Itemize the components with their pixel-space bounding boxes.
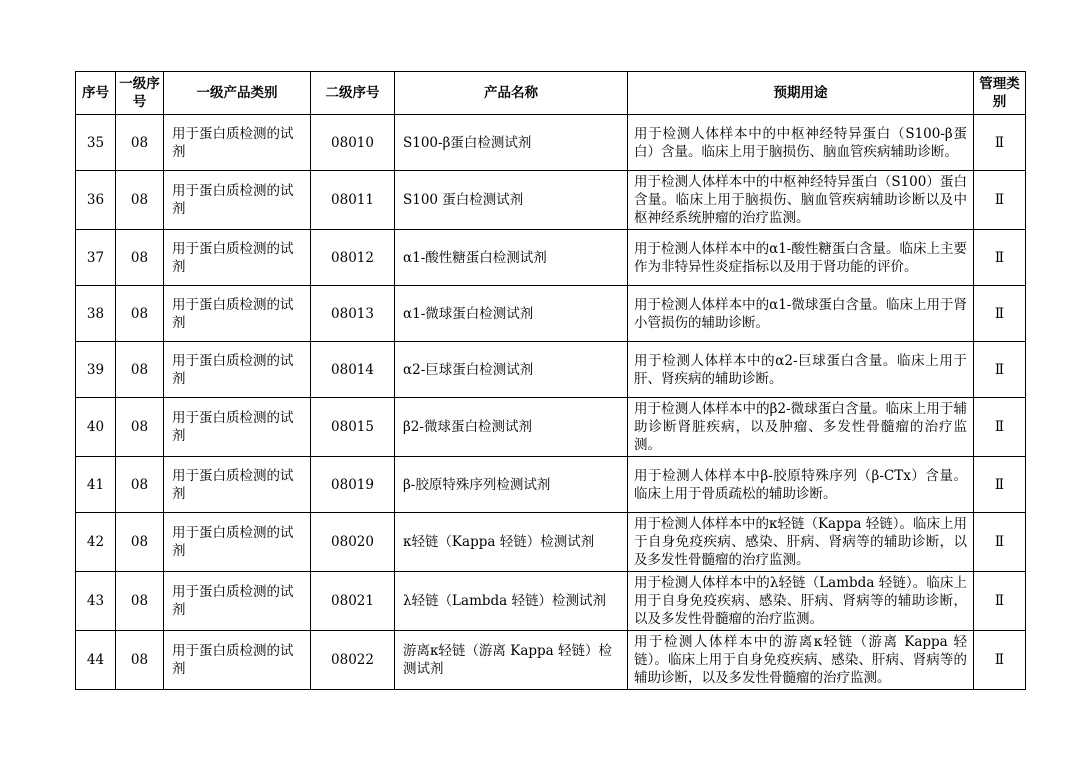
cell-product-name: β2-微球蛋白检测试剂 — [395, 398, 628, 457]
cell-level1-category: 用于蛋白质检测的试剂 — [164, 398, 311, 457]
cell-product-name: S100 蛋白检测试剂 — [395, 171, 628, 230]
cell-intended-use: 用于检测人体样本中的α1-酸性糖蛋白含量。临床上主要作为非特异性炎症指标以及用于肾功能的评价。 — [628, 230, 974, 286]
cell-level1-no: 08 — [116, 457, 164, 513]
cell-seq: 35 — [76, 115, 116, 171]
cell-level1-no: 08 — [116, 631, 164, 690]
cell-level1-no: 08 — [116, 286, 164, 342]
cell-intended-use: 用于检测人体样本中的中枢神经特异蛋白（S100）蛋白含量。临床上用于脑损伤、脑血管疾病辅助诊断以及中枢神经系统肿瘤的治疗监测。 — [628, 171, 974, 230]
col-header-level1-category: 一级产品类别 — [164, 72, 311, 115]
cell-level1-no: 08 — [116, 572, 164, 631]
cell-product-name: α1-酸性糖蛋白检测试剂 — [395, 230, 628, 286]
cell-level1-no: 08 — [116, 398, 164, 457]
cell-intended-use: 用于检测人体样本中的κ轻链（Kappa 轻链）。临床上用于自身免疫疾病、感染、肝病、肾病等的辅助诊断，以及多发性骨髓瘤的治疗监测。 — [628, 513, 974, 572]
cell-product-name: κ轻链（Kappa 轻链）检测试剂 — [395, 513, 628, 572]
table-row — [76, 398, 1026, 457]
table-row — [76, 286, 1026, 342]
col-header-level1-no: 一级序号 — [116, 72, 164, 115]
cell-level1-no: 08 — [116, 513, 164, 572]
cell-mgmt-class: Ⅱ — [974, 171, 1026, 230]
cell-level2-no: 08015 — [311, 398, 395, 457]
table-row — [76, 230, 1026, 286]
cell-level1-category: 用于蛋白质检测的试剂 — [164, 230, 311, 286]
cell-intended-use: 用于检测人体样本中的α2-巨球蛋白含量。临床上用于肝、肾疾病的辅助诊断。 — [628, 342, 974, 398]
table-row — [76, 631, 1026, 690]
cell-mgmt-class: Ⅱ — [974, 572, 1026, 631]
cell-level1-no: 08 — [116, 342, 164, 398]
cell-level2-no: 08021 — [311, 572, 395, 631]
cell-level1-no: 08 — [116, 115, 164, 171]
col-header-level2-no: 二级序号 — [311, 72, 395, 115]
cell-level2-no: 08011 — [311, 171, 395, 230]
table-row — [76, 572, 1026, 631]
col-header-intended-use: 预期用途 — [628, 72, 974, 115]
cell-level1-category: 用于蛋白质检测的试剂 — [164, 631, 311, 690]
cell-seq: 44 — [76, 631, 116, 690]
table-row — [76, 457, 1026, 513]
cell-mgmt-class: Ⅱ — [974, 457, 1026, 513]
cell-intended-use: 用于检测人体样本中的中枢神经特异蛋白（S100-β蛋白）含量。临床上用于脑损伤、脑血管疾病辅助诊断。 — [628, 115, 974, 171]
cell-level2-no: 08010 — [311, 115, 395, 171]
cell-seq: 41 — [76, 457, 116, 513]
cell-product-name: β-胶原特殊序列检测试剂 — [395, 457, 628, 513]
cell-product-name: λ轻链（Lambda 轻链）检测试剂 — [395, 572, 628, 631]
cell-product-name: S100-β蛋白检测试剂 — [395, 115, 628, 171]
cell-level1-category: 用于蛋白质检测的试剂 — [164, 572, 311, 631]
cell-seq: 36 — [76, 171, 116, 230]
cell-level1-category: 用于蛋白质检测的试剂 — [164, 171, 311, 230]
table-row — [76, 171, 1026, 230]
cell-mgmt-class: Ⅱ — [974, 230, 1026, 286]
cell-intended-use: 用于检测人体样本中的游离κ轻链（游离 Kappa 轻链）。临床上用于自身免疫疾病、感染、肝病、肾病等的辅助诊断，以及多发性骨髓瘤的治疗监测。 — [628, 631, 974, 690]
cell-mgmt-class: Ⅱ — [974, 115, 1026, 171]
cell-product-name: α1-微球蛋白检测试剂 — [395, 286, 628, 342]
cell-mgmt-class: Ⅱ — [974, 513, 1026, 572]
col-header-product-name: 产品名称 — [395, 72, 628, 115]
cell-mgmt-class: Ⅱ — [974, 286, 1026, 342]
cell-intended-use: 用于检测人体样本中的λ轻链（Lambda 轻链）。临床上用于自身免疫疾病、感染、肝病、肾病等的辅助诊断，以及多发性骨髓瘤的治疗监测。 — [628, 572, 974, 631]
cell-seq: 39 — [76, 342, 116, 398]
cell-product-name: α2-巨球蛋白检测试剂 — [395, 342, 628, 398]
cell-mgmt-class: Ⅱ — [974, 631, 1026, 690]
cell-seq: 38 — [76, 286, 116, 342]
cell-intended-use: 用于检测人体样本中的β2-微球蛋白含量。临床上用于辅助诊断肾脏疾病，以及肿瘤、多发性骨髓瘤的治疗监测。 — [628, 398, 974, 457]
col-header-seq: 序号 — [76, 72, 116, 115]
cell-mgmt-class: Ⅱ — [974, 398, 1026, 457]
cell-seq: 42 — [76, 513, 116, 572]
table-row — [76, 513, 1026, 572]
cell-product-name: 游离κ轻链（游离 Kappa 轻链）检测试剂 — [395, 631, 628, 690]
product-classification-table — [75, 71, 1026, 690]
cell-intended-use: 用于检测人体样本中β-胶原特殊序列（β-CTx）含量。临床上用于骨质疏松的辅助诊断。 — [628, 457, 974, 513]
cell-intended-use: 用于检测人体样本中的α1-微球蛋白含量。临床上用于肾小管损伤的辅助诊断。 — [628, 286, 974, 342]
header-row — [76, 72, 1026, 115]
cell-level1-no: 08 — [116, 230, 164, 286]
table-row — [76, 115, 1026, 171]
cell-level2-no: 08012 — [311, 230, 395, 286]
cell-level1-no: 08 — [116, 171, 164, 230]
cell-seq: 40 — [76, 398, 116, 457]
cell-level2-no: 08019 — [311, 457, 395, 513]
cell-seq: 43 — [76, 572, 116, 631]
cell-level2-no: 08013 — [311, 286, 395, 342]
cell-level2-no: 08022 — [311, 631, 395, 690]
cell-level1-category: 用于蛋白质检测的试剂 — [164, 286, 311, 342]
cell-level2-no: 08014 — [311, 342, 395, 398]
col-header-mgmt-class: 管理类别 — [974, 72, 1026, 115]
cell-seq: 37 — [76, 230, 116, 286]
cell-level2-no: 08020 — [311, 513, 395, 572]
cell-level1-category: 用于蛋白质检测的试剂 — [164, 342, 311, 398]
cell-level1-category: 用于蛋白质检测的试剂 — [164, 115, 311, 171]
cell-mgmt-class: Ⅱ — [974, 342, 1026, 398]
cell-level1-category: 用于蛋白质检测的试剂 — [164, 457, 311, 513]
table-row — [76, 342, 1026, 398]
cell-level1-category: 用于蛋白质检测的试剂 — [164, 513, 311, 572]
